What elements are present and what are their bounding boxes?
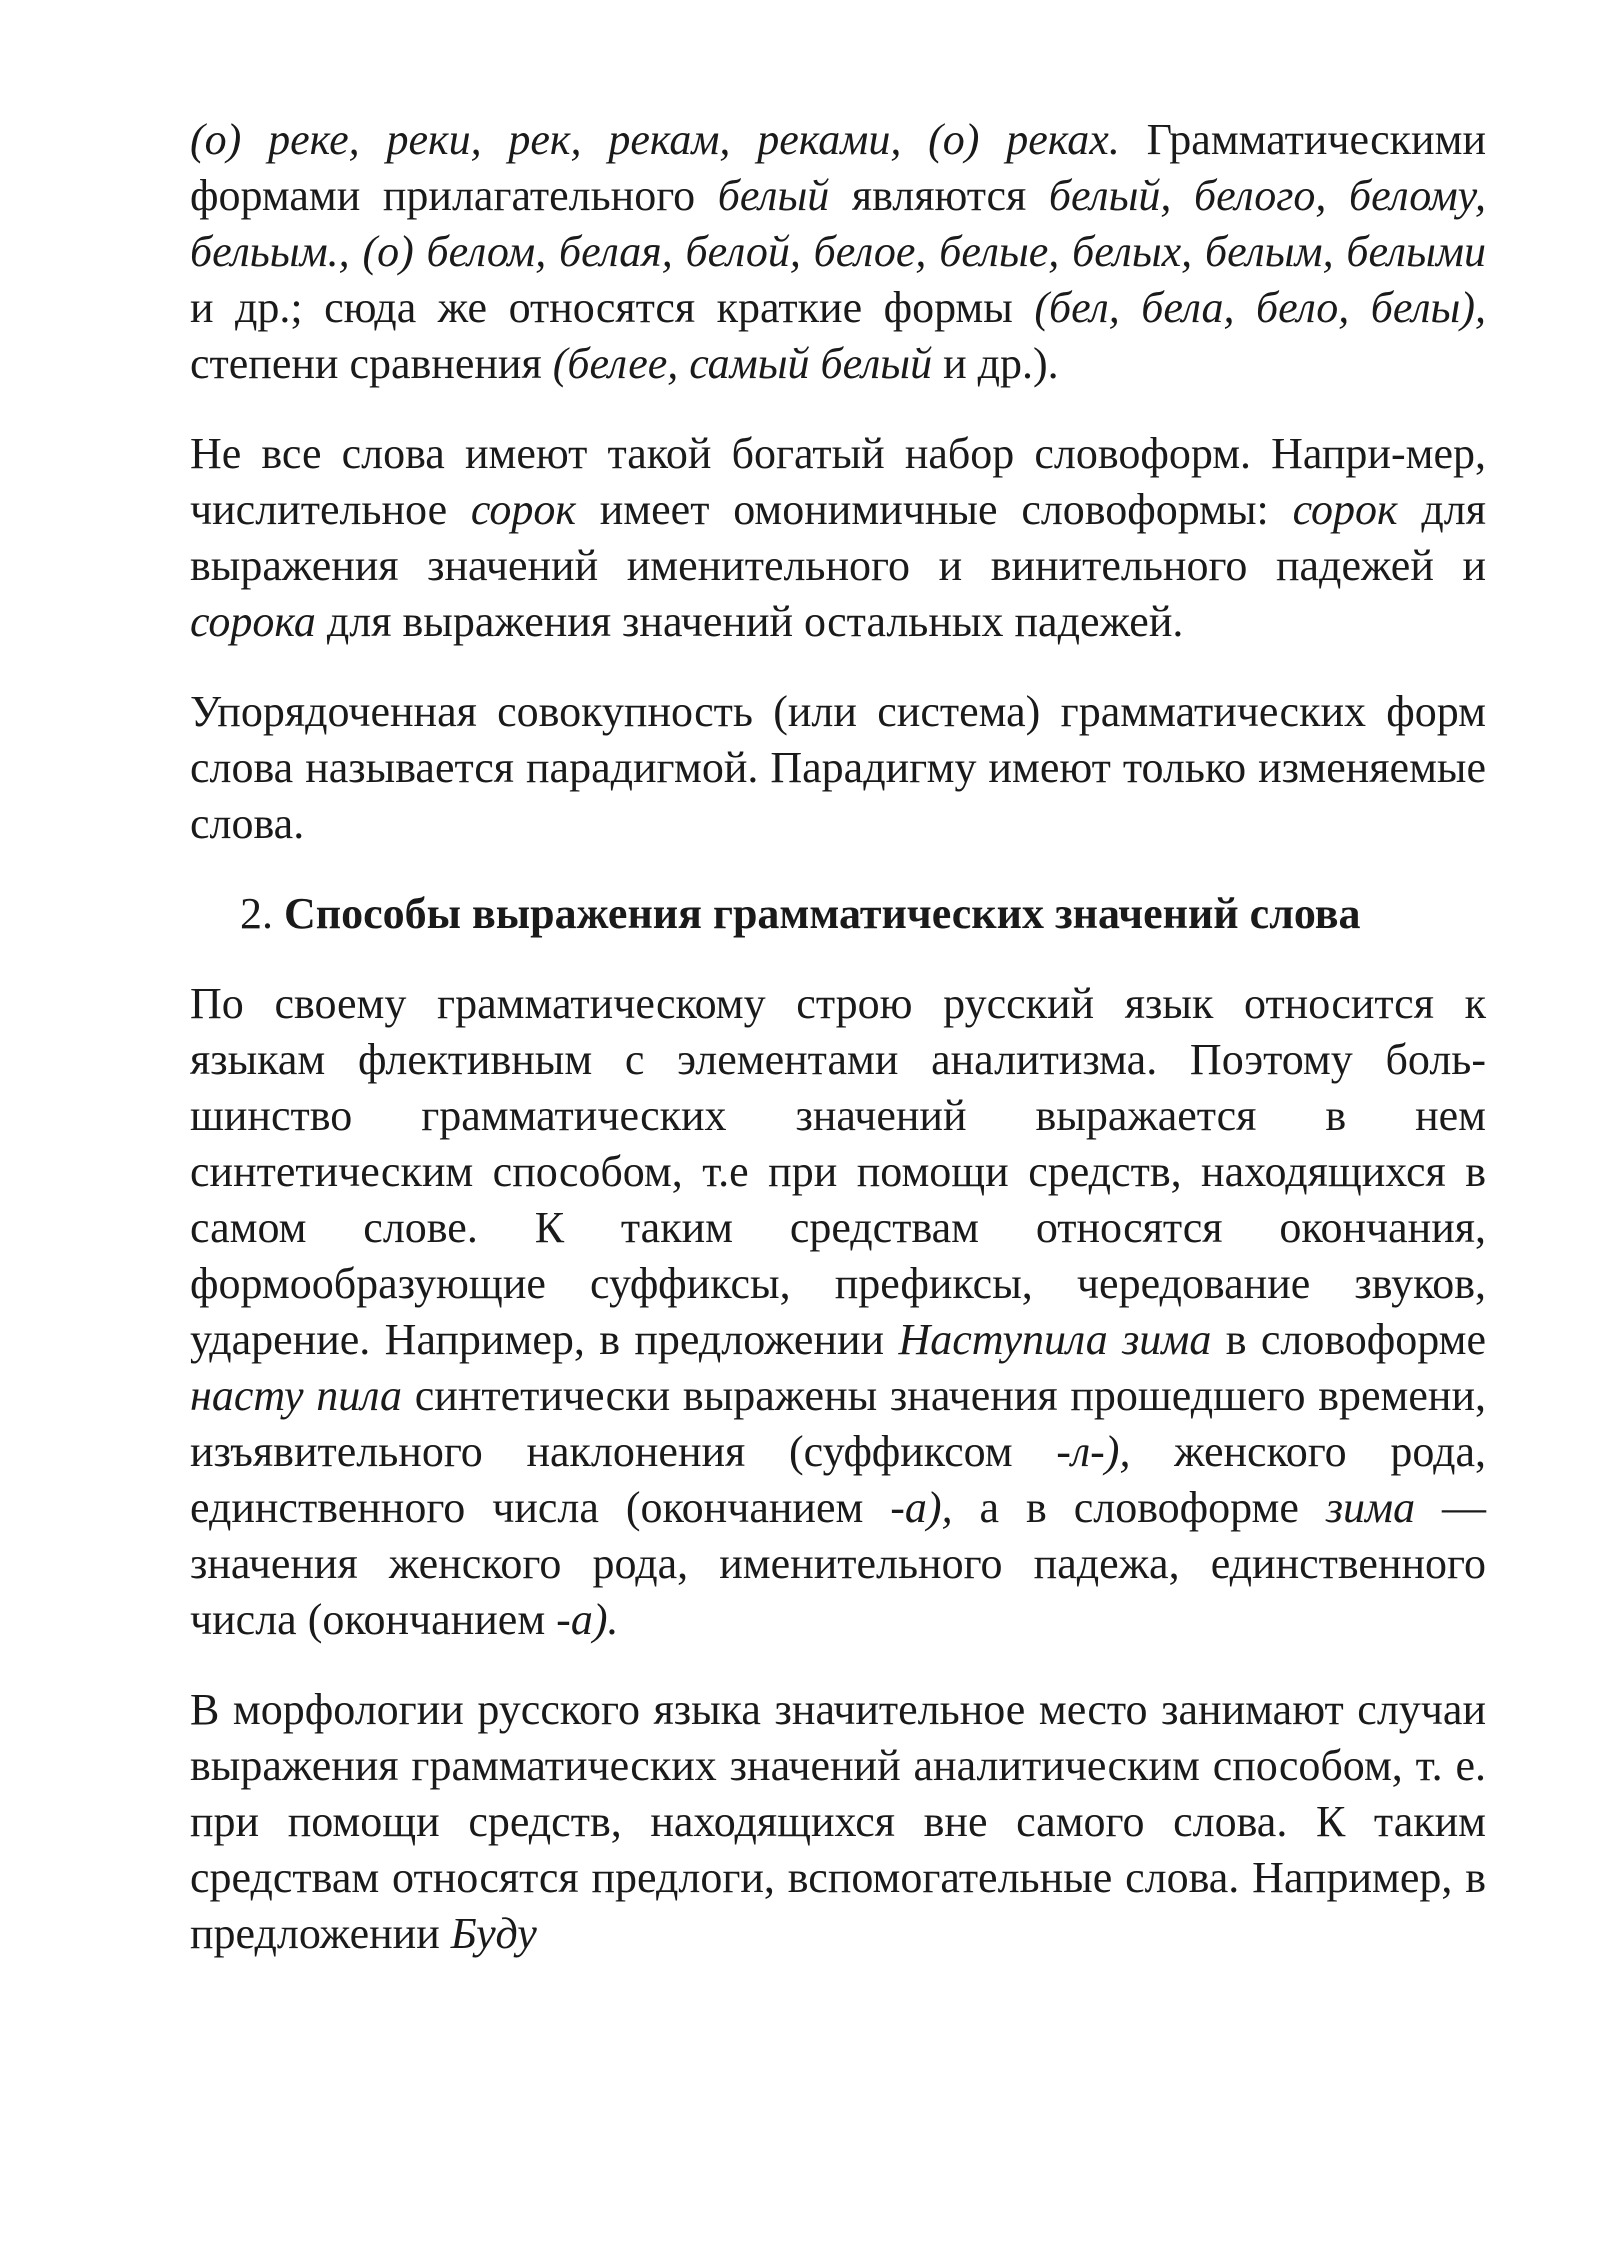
paragraph-analytic: [190, 1682, 1486, 1962]
text-run: для выражения значений именительного и винительного падежей и: [190, 485, 1486, 590]
italic-text: сорок: [1292, 485, 1398, 534]
text-run: и др.).: [932, 339, 1059, 388]
italic-text: белый: [717, 171, 830, 220]
italic-text: (белее, самый белый: [552, 339, 933, 388]
text-run: а в словоформе: [952, 1483, 1326, 1532]
section-number: 2.: [240, 889, 273, 938]
section-title: Способы выражения грамматических значений слова: [284, 889, 1361, 938]
text-run: синтетически выражены значения прошедшего времени, изъявительного наклонения (суффиксом: [190, 1371, 1486, 1476]
paragraph-word-forms: [190, 112, 1486, 392]
paragraph-synthetic: [190, 976, 1486, 1648]
text-run: женского рода, единственного числа (окончанием: [190, 1427, 1487, 1532]
text-run: Не все слова имеют такой богатый набор словоформ. Напри-мер, числительное: [190, 429, 1486, 534]
text-run: — значения женского рода, именительного падежа, единственного числа (окончанием: [190, 1483, 1487, 1644]
italic-text: -а).: [556, 1595, 619, 1644]
text-run: В морфологии русского языка значительное место занимают случаи выражения грамматических значений аналитическим способом, т. е. при помощи средств, находящихся вне самого слова. К таким средствам относятся предлоги, вспомогательные слова. Например, в предложении: [190, 1685, 1486, 1958]
paragraph-sorok: [190, 426, 1486, 650]
text-run: и др.; сюда же относятся краткие формы: [190, 283, 1035, 332]
text-run: степени сравнения: [190, 339, 553, 388]
italic-text: сорок: [470, 485, 576, 534]
text-run: имеет омонимичные словоформы:: [575, 485, 1293, 534]
section-heading: [190, 886, 1486, 942]
italic-text: (бел, бела, бело, белы),: [1034, 283, 1486, 332]
text-run: Грамматическими формами прилагательного: [190, 115, 1486, 220]
italic-text: Буду: [450, 1909, 537, 1958]
text-run: являются: [829, 171, 1049, 220]
text-run: для выражения значений остальных падежей.: [315, 597, 1184, 646]
italic-text: Наступила зима: [898, 1315, 1212, 1364]
italic-text: сорока: [190, 597, 316, 646]
italic-text: насту пила: [190, 1371, 403, 1420]
italic-text: -л-),: [1056, 1427, 1131, 1476]
text-run: По своему грамматическому строю русский язык относится к языкам флективным с элементами аналитизма. Поэтому боль-шинство грамматических значений выражается в нем синтетическим способом, т.е при помощи средств, находящихся в самом слове. К таким средствам относятся окончания, формообразующие суффиксы, префиксы, чередование звуков, ударение. Например, в предложении: [190, 979, 1486, 1364]
italic-text: зима: [1325, 1483, 1416, 1532]
text-run: Упорядоченная совокупность (или система) грамматических форм слова называется парадигмой. Парадигму имеют только изменяемые слова.: [190, 687, 1486, 848]
document-body: [190, 112, 1486, 1996]
italic-text: -а),: [890, 1483, 953, 1532]
italic-text: белый, белого, белому, бельым., (о) белом, белая, белой, белое, белые, белых, белым, белыми: [190, 171, 1487, 276]
text-run: в словоформе: [1211, 1315, 1487, 1364]
paragraph-paradigm: [190, 684, 1486, 852]
italic-text: (о) реке, реки, рек, рекам, реками, (о) реках.: [190, 115, 1120, 164]
